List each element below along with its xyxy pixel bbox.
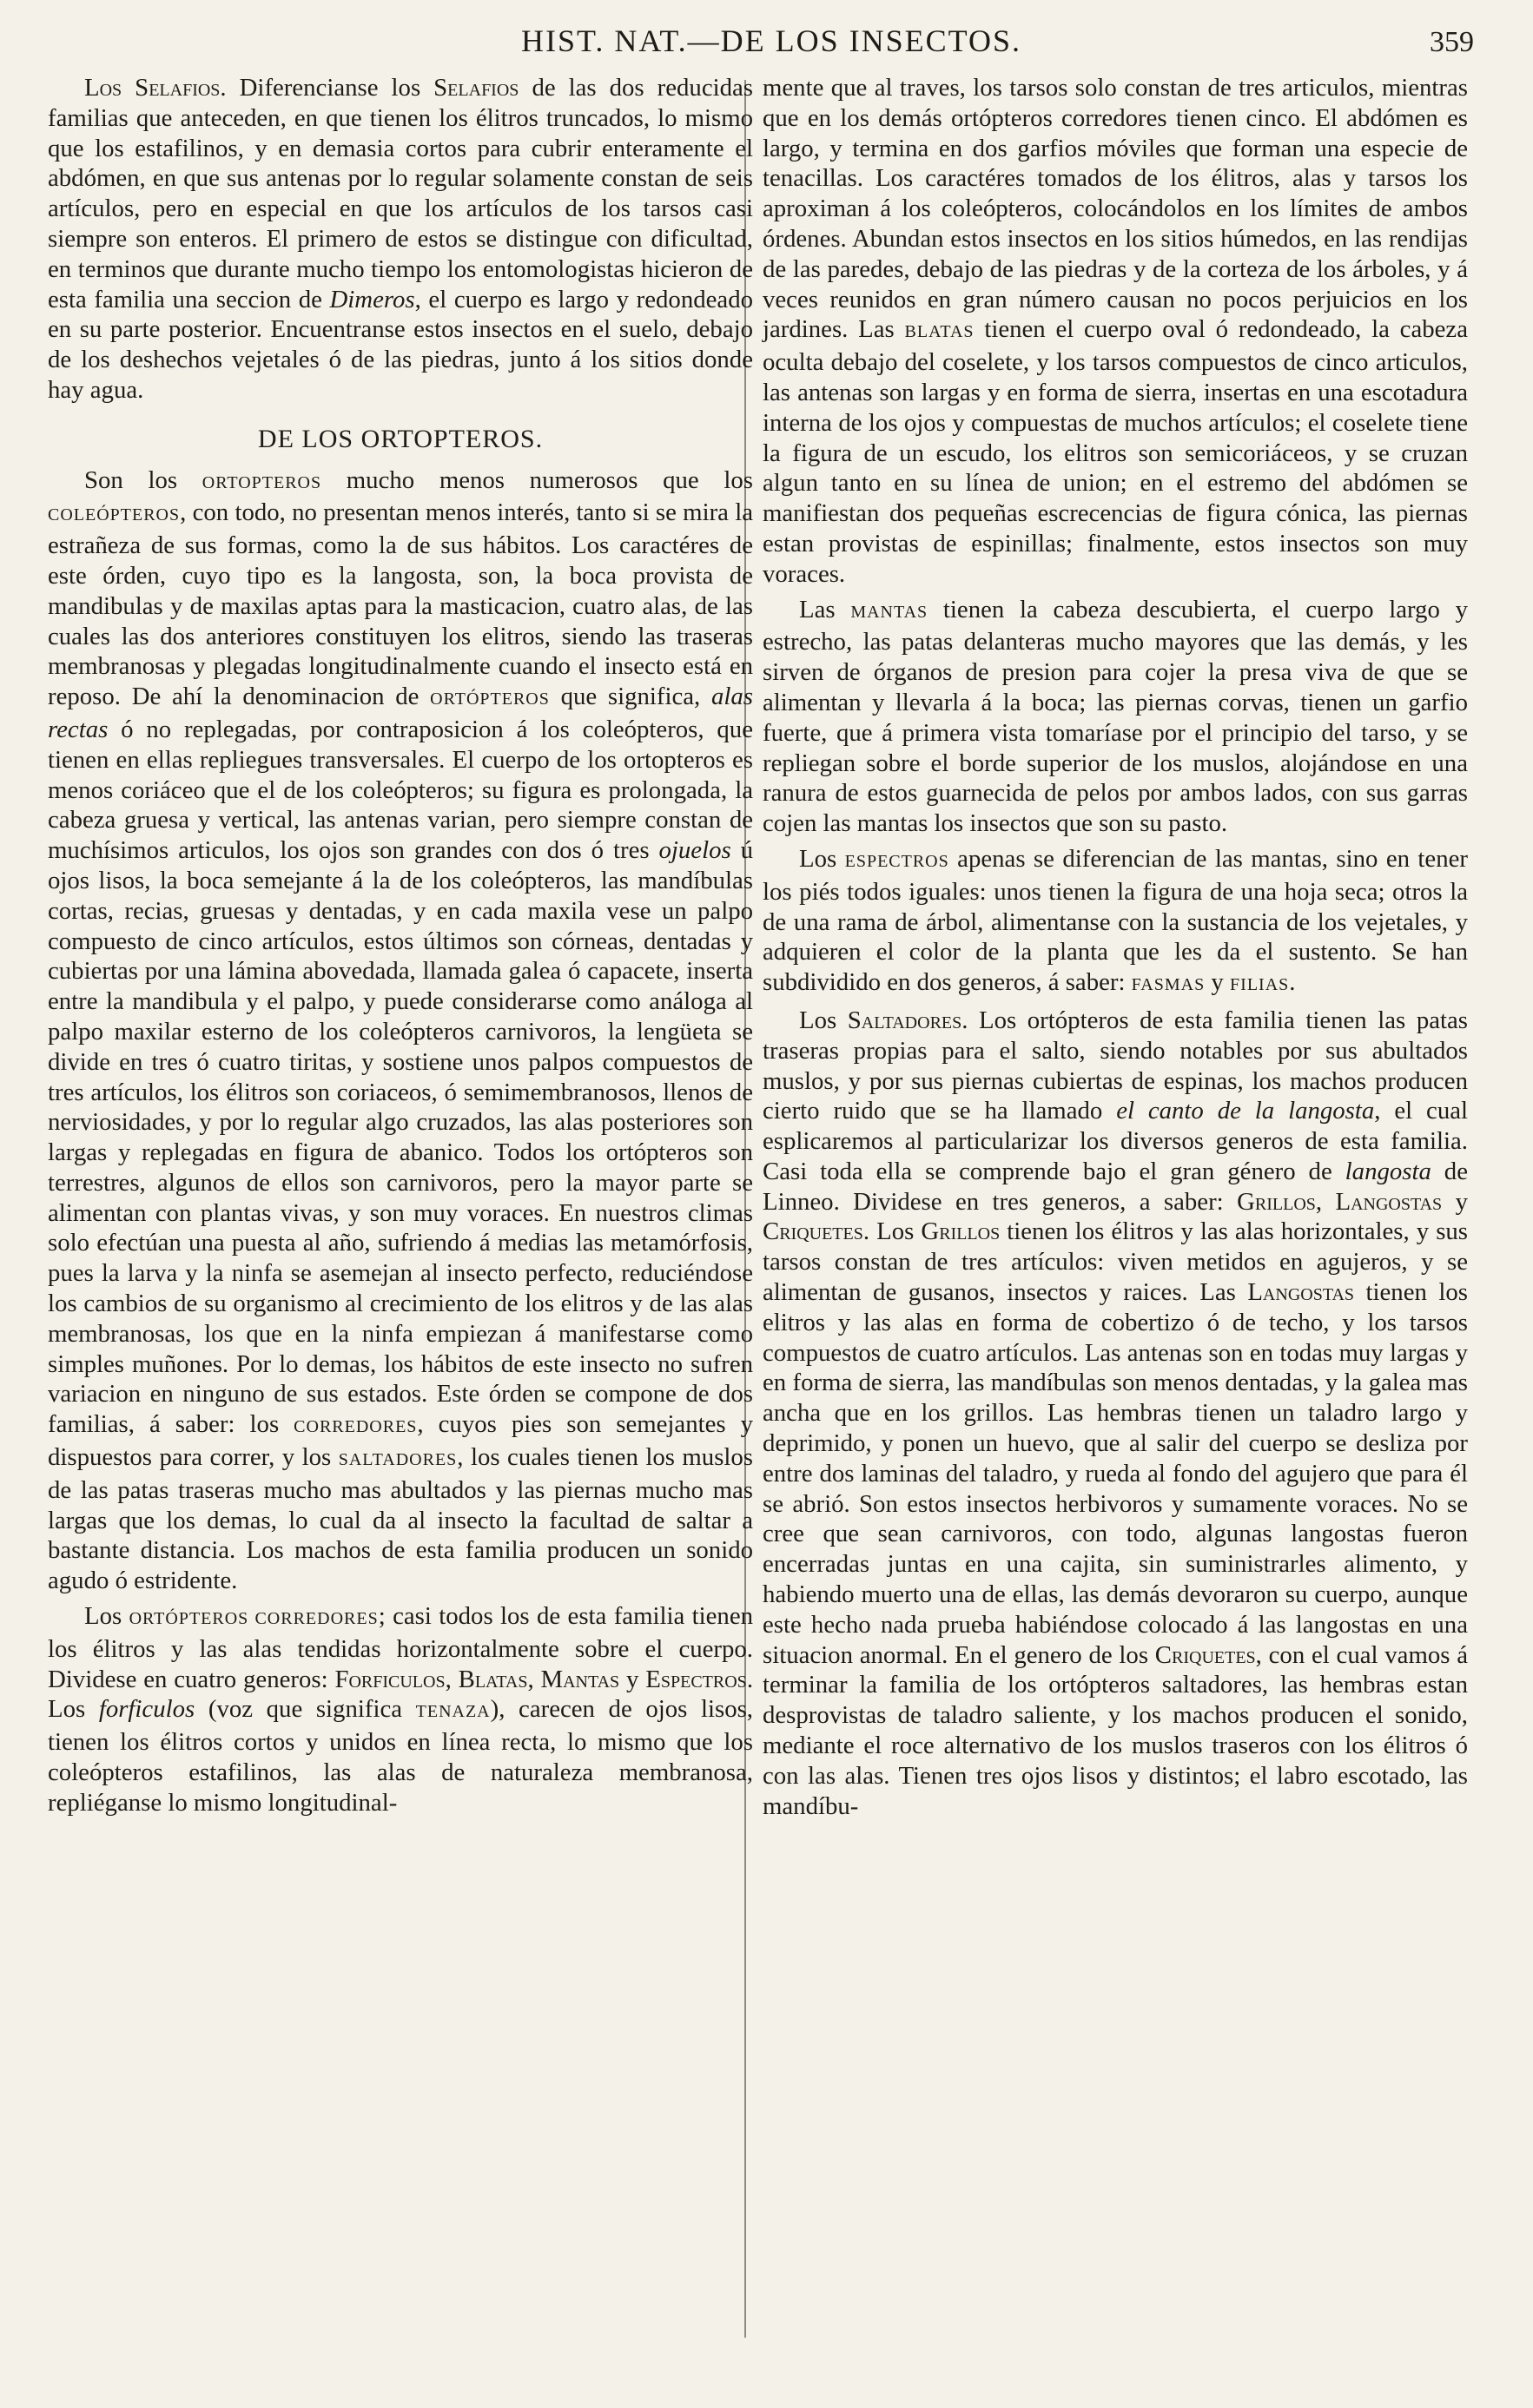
- paragraph-saltadores: Los Saltadores. Los ortópteros de esta familia tienen las patas traseras propias para el salto, siendo notables por sus abultados muslos, y por sus piernas cubiertas de espinas, los machos producen cierto ruido que se ha llamado el canto de la langosta, el cual esplicaremos al particularizar los diversos generos de esta familia. Casi toda ella se comprende bajo el gran género de langosta de Linneo. Dividese en tres generos, a saber: Grillos, Langostas y Criquetes. Los Grillos tienen los élitros y las alas horizontales, y sus tarsos constan de tres artículos: viven metidos en agujeros, y se alimentan de gusanos, insectos y raices. Las Langostas tienen los elitros y las alas en forma de cobertizo ó de techo, y los tarsos compuestos de cuatro artículos. Las antenas son en todas muy largas y en forma de sierra, las mandíbulas son menos dentadas, y la galea mas ancha que en los grillos. Las hembras tienen un taladro largo y deprimido, y ponen un huevo, que al salir del cuerpo se desliza por entre dos laminas del taladro, y rueda al fondo del agujero que para él se abrió. Son estos insectos herbivoros y sumamente voraces. No se cree que sean carnivoros, con todo, algunas langostas fueron encerradas juntas en una cajita, sin suministrarles alimento, y habiendo muerto una de ellas, las demás devoraron su cuerpo, aunque este hecho nada prueba habiéndose colocado á las langostas en una situacion anormal. En el genero de los Criquetes, con el cual vamos á terminar la familia de los ortópteros saltadores, las hembras estan desprovistas de taladro saliente, y los machos producen el sonido, mediante el roce alternativo de los muslos traseros con los élitros ó con las alas. Tienen tres ojos lisos y distintos; el labro escotado, las mandíbu-: [763, 1006, 1469, 1820]
- lead-term: Los Selafios.: [84, 74, 227, 102]
- paragraph-corredores: Los ORTÓPTEROS CORREDORES; casi todos los de esta familia tienen los élitros y las alas tendidas horizontalmente sobre el cuerpo. Dividese en cuatro generos: Forficulos, Blatas, Mantas y Espectros. Los forficulos (voz que significa TENAZA), carecen de ojos lisos, tienen los élitros cortos y unidos en línea recta, lo mismo que los coleópteros estafilinos, las alas de naturaleza membranosa, repliéganse lo mismo longitudinal-: [48, 1602, 754, 1817]
- right-column: [763, 73, 1468, 1821]
- paragraph-mantas: Las MANTAS tienen la cabeza descubierta, el cuerpo largo y estrecho, las patas delanteras mucho mayores que las demás, y les sirven de órganos de presion para cojer la presa viva de que se alimentan y llevarla á la boca; las piernas corvas, tienen un garfio fuerte, que á primera vista tomaríase por el principio del tarso, y se repliegan sobre el borde superior de los muslos, alojándose en una ranura de estos guarnecida de pelos por ambos lados, con sus garras cojen las mantas los insectos que son su pasto.: [763, 595, 1468, 838]
- left-column: [48, 73, 753, 1818]
- paragraph-selafios: Los Selafios. Diferencianse los Selafios de las dos reducidas familias que anteceden, en que tienen los élitros truncados, lo mismo que los estafilinos, y en demasia cortos para cubrir enteramente el abdómen, en que sus antenas por lo regular solamente constan de seis artículos, pero en especial en que los artículos de los tarsos casi siempre son enteros. El primero de estos se distingue con dificultad, en terminos que durante mucho tiempo los entomologistas hicieron de esta familia una seccion de Dimeros, el cuerpo es largo y redondeado en su parte posterior. Encuentranse estos insectos en el suelo, debajo de los deshechos vejetales ó de las piedras, junto á los sitios donde hay agua.: [48, 74, 753, 404]
- page-number: 359: [1430, 26, 1474, 58]
- paragraph-forficulos-cont: mente que al traves, los tarsos solo constan de tres articulos, mientras que en los demás ortópteros corredores tienen cinco. El abdómen es largo, y termina en dos garfios móviles que forman una especie de tenacillas. Los caractéres tomados de los élitros, alas y tarsos los aproximan á los coleópteros, colocándolos en los límites de ambos órdenes. Abundan estos insectos en los sitios húmedos, en las rendijas de las paredes, debajo de las piedras y de la corteza de los árboles, y á veces reunidos en gran número causan no pocos perjuicios en los jardines. Las BLATAS tienen el cuerpo oval ó redondeado, la cabeza oculta debajo del coselete, y los tarsos compuestos de cinco articulos, las antenas son largas y en forma de sierra, insertas en una escotadura interna de los ojos y compuestas de muchos artículos; el coselete tiene la figura de un escudo, los elitros son semicoriáceos, y se cruzan algun tanto en su línea de union; en el estremo del abdómen se manifiestan dos pequeñas escrecencias de figura cónica, las piernas estan provistas de espinillas; finalmente, estos insectos son muy voraces.: [763, 74, 1468, 588]
- paragraph-espectros: Los ESPECTROS apenas se diferencian de las mantas, sino en tener los piés todos iguales: unos tienen la figura de una hoja seca; otros la de una rama de árbol, alimentanse con la sustancia de los vejetales, y adquieren el color de la planta que les da el sustento. Se han subdividido en dos generos, á saber: FASMAS y FILIAS.: [763, 844, 1468, 997]
- paragraph-ortopteros: Son los ORTOPTEROS mucho menos numerosos que los COLEÓPTEROS, con todo, no presentan menos interés, tanto si se mira la estrañeza de sus formas, como la de sus hábitos. Los caractéres de este órden, cuyo tipo es la langosta, son, la boca provista de mandibulas y de maxilas aptas para la masticacion, cuatro alas, de las cuales las dos anteriores constituyen los elitros, siendo las traseras membranosas y plegadas longitudinalmente cuando el insecto está en reposo. De ahí la denominacion de ORTÓPTEROS que significa, alas rectas ó no replegadas, por contraposicion á los coleópteros, que tienen en ellas repliegues transversales. El cuerpo de los ortopteros es menos coriáceo que el de los coleópteros; su figura es prolongada, la cabeza gruesa y vertical, las antenas varian, pero siempre constan de muchísimos articulos, los ojos son grandes con dos ó tres ojuelos ú ojos lisos, la boca semejante á la de los coleópteros, las mandíbulas cortas, recias, gruesas y dentadas, y en cada maxila vese un palpo compuesto de cinco artículos, estos últimos son córneas, dentadas y cubiertas por una lámina abovedada, llamada galea ó capacete, inserta entre la mandibula y el palpo, y puede considerarse como análoga al palpo maxilar esterno de los coleópteros carnivoros, la lengüeta se divide en tres ó cuatro tiritas, y sostiene unos palpos compuestos de tres artículos, los élitros son coriaceos, ó semimembranosos, llenos de nerviosidades, y por lo regular algo cruzados, las alas posteriores son largas y replegadas en figura de abanico. Todos los ortópteros son terrestres, algunos de ellos son carnivoros, pero la mayor parte se alimentan con plantas vivas, y son muy voraces. En nuestros climas solo efectúan una puesta al año, sufriendo á medias las metamórfosis, pues la larva y la ninfa se asemejan al insecto perfecto, reduciéndose los cambios de su organismo al crecimiento de los elitros y de las alas membranosas, los que en la ninfa empiezan á manifestarse como simples muñones. Por lo demas, los hábitos de este insecto no sufren variacion en ninguno de sus estados. Este órden se compone de dos familias, á saber: los CORREDORES, cuyos pies son semejantes y dispuestos para correr, y los SALTADORES, los cuales tienen los muslos de las patas traseras mucho mas abultados y las piernas mucho mas largas que los demas, lo cual da al insecto la facultad de saltar a bastante distancia. Los machos de esta familia producen un sonido agudo ó estridente.: [48, 465, 754, 1595]
- section-heading: DE LOS ORTOPTEROS.: [257, 424, 544, 453]
- running-head: HIST. NAT.—DE LOS INSECTOS.: [521, 23, 1022, 58]
- page-header: [0, 23, 1533, 71]
